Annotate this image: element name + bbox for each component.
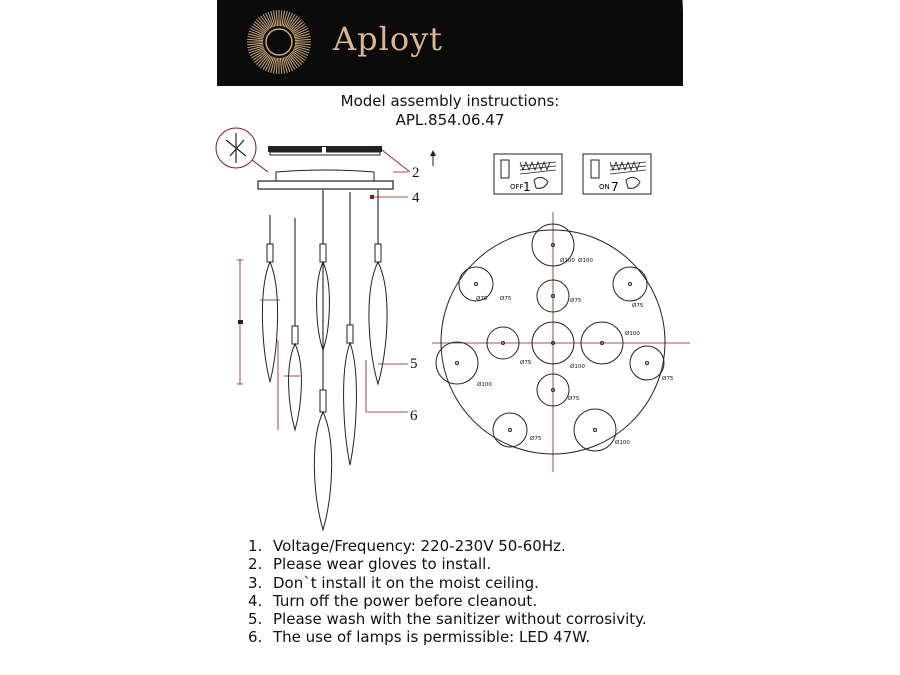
pendant-shades xyxy=(262,244,387,530)
diameter-label: Ø75 xyxy=(570,298,582,304)
detail-bubble-icon xyxy=(216,128,268,172)
page-title: Model assembly instructions: xyxy=(340,92,560,110)
diameter-label: Ø75 xyxy=(500,296,512,302)
pendant-cables xyxy=(270,190,378,390)
diameter-label: Ø75 xyxy=(632,303,644,309)
diameter-label: Ø100 xyxy=(578,258,593,264)
switch-step-off xyxy=(494,154,562,194)
up-arrow-icon xyxy=(430,150,436,166)
list-item: 2. Please wear gloves to install. xyxy=(248,555,492,574)
list-item: 4. Turn off the power before cleanout. xyxy=(248,591,538,610)
diameter-label: Ø75 xyxy=(662,376,674,382)
notes-list xyxy=(248,537,647,647)
diameter-label: Ø75 xyxy=(568,396,580,402)
callout-2: 2 xyxy=(412,165,420,181)
callout-4: 4 xyxy=(412,190,420,206)
diameter-label: Ø75 xyxy=(530,436,542,442)
diameter-label: Ø75 xyxy=(476,296,488,302)
callout-5: 5 xyxy=(410,356,418,372)
diameter-label: Ø100 xyxy=(560,258,575,264)
diameter-label: Ø100 xyxy=(615,440,630,446)
svg-text:7: 7 xyxy=(611,180,619,194)
diameter-label: Ø100 xyxy=(570,364,585,370)
canopy xyxy=(258,181,393,189)
list-item: 1. Voltage/Frequency: 220-230V 50-60Hz. xyxy=(248,537,566,555)
list-item: 6. The use of lamps is permissible: LED 47W. xyxy=(248,628,591,647)
svg-text:1: 1 xyxy=(523,180,531,194)
diameter-label: Ø75 xyxy=(520,360,532,366)
diameter-label: Ø100 xyxy=(477,382,492,388)
svg-text:ON: ON xyxy=(599,183,610,191)
list-item: 5. Please wash with the sanitizer without corrosivity. xyxy=(248,610,647,629)
ceiling-layout-plan xyxy=(432,212,690,472)
svg-text:OFF: OFF xyxy=(510,183,524,191)
callout-6: 6 xyxy=(410,408,418,424)
model-number: APL.854.06.47 xyxy=(395,111,505,129)
brand-name: Aployt xyxy=(333,20,444,58)
diameter-label: Ø100 xyxy=(625,331,640,337)
switch-step-on xyxy=(583,154,651,194)
list-item: 3. Don`t install it on the moist ceiling. xyxy=(248,573,539,592)
